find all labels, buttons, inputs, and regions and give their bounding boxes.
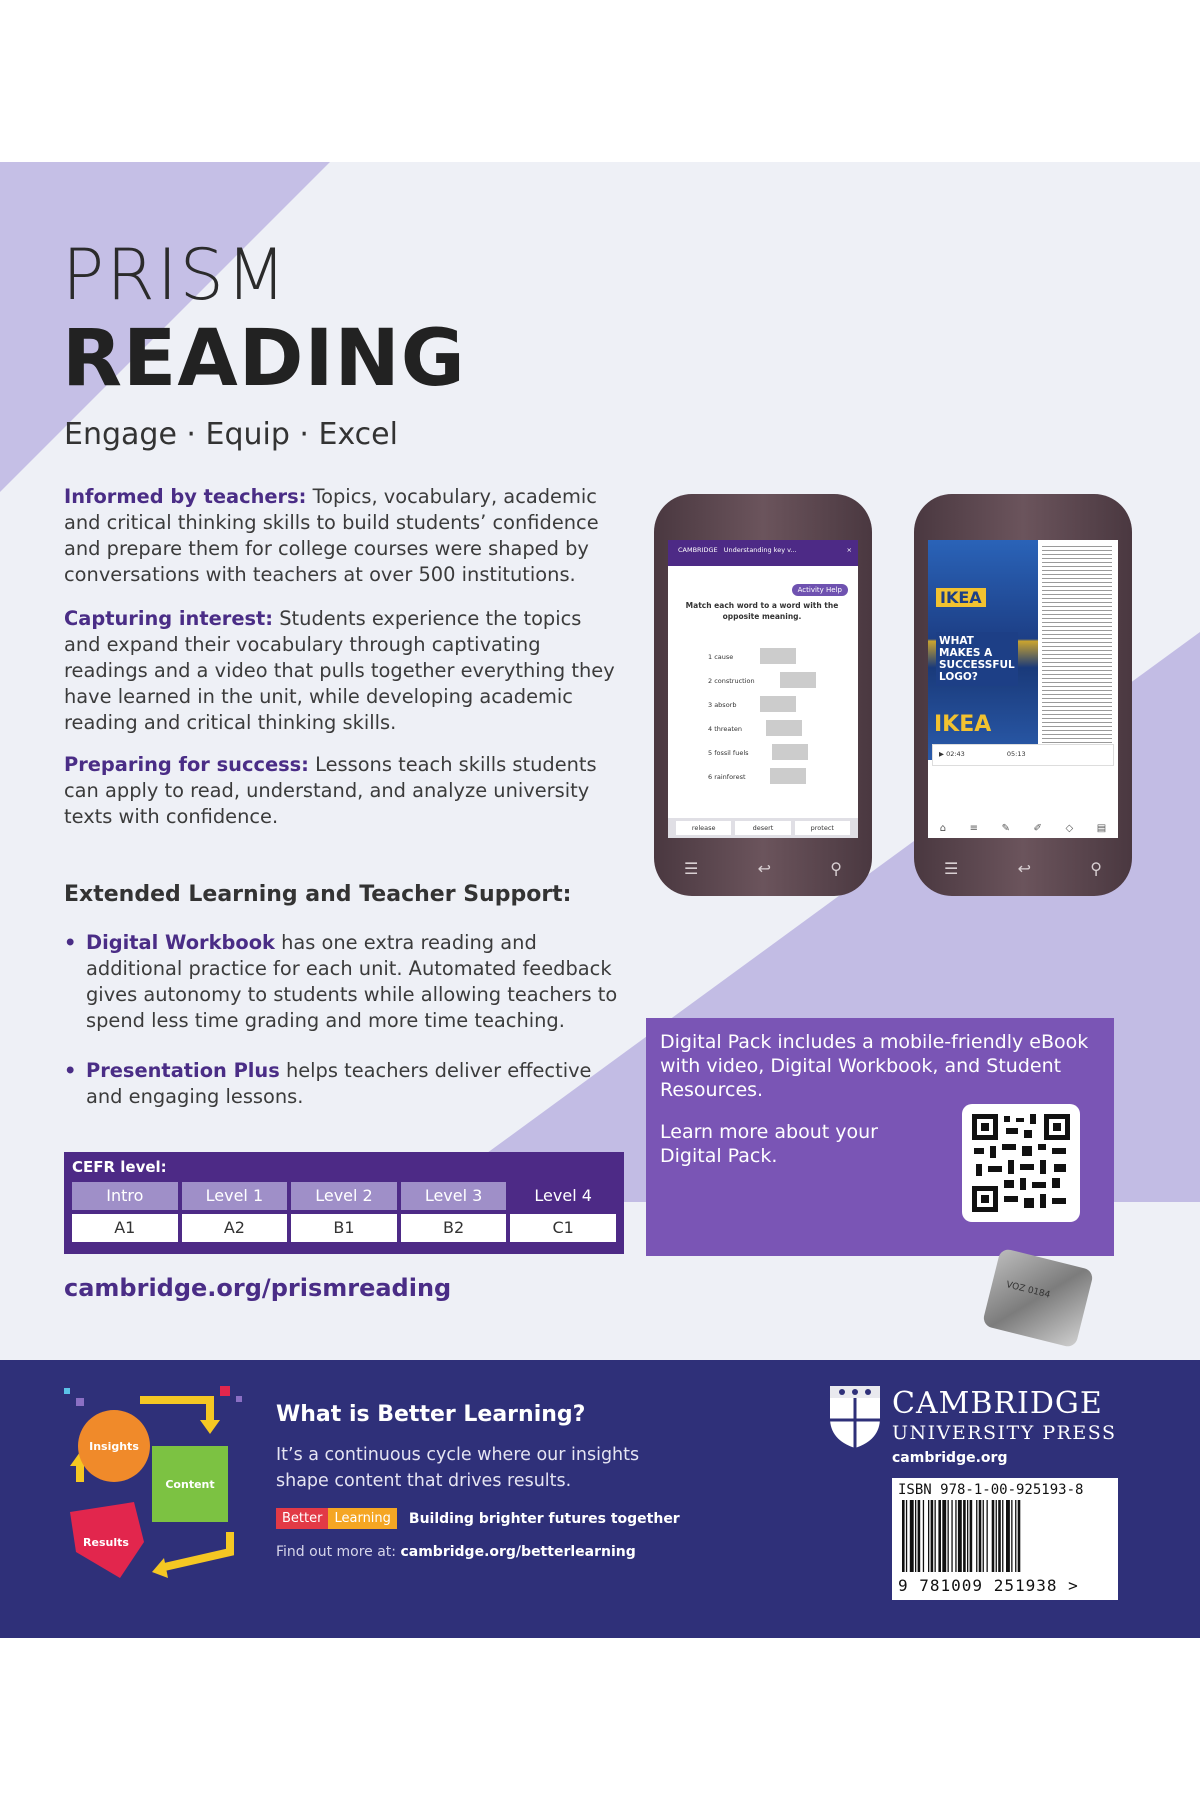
cefr-code: B1 [291, 1214, 397, 1242]
answer-slot[interactable] [760, 648, 796, 664]
ikea-sign: IKEA [936, 588, 986, 607]
match-item: 6 rainforest [708, 773, 746, 781]
find-out-more [276, 1544, 636, 1560]
cefr-level: Level 3 [401, 1182, 507, 1210]
website-link[interactable]: cambridge.org/prismreading [64, 1274, 452, 1302]
barcode-icon [898, 1500, 1110, 1572]
notes-icon[interactable]: ▤ [1096, 823, 1107, 834]
cefr-level: Level 1 [182, 1182, 288, 1210]
pack-learn-more: Learn more about your Digital Pack. [660, 1121, 878, 1167]
better-learning-description: It’s a continuous cycle where our insights shape content that drives results. [276, 1445, 640, 1491]
phone-screen [928, 540, 1118, 838]
match-item: 4 threaten [708, 725, 743, 733]
badge-learning: Learning [328, 1508, 396, 1529]
pack-description: Digital Pack includes a mobile-friendly eBook with video, Digital Workbook, and Student Resources. [660, 1031, 1089, 1101]
ebook-toolbar [928, 823, 1118, 834]
option-chip[interactable]: release [676, 821, 731, 835]
isbn-barcode [892, 1478, 1118, 1600]
cefr-code: A2 [182, 1214, 288, 1242]
better-learning-brand [276, 1508, 680, 1529]
activity-help-button[interactable]: Activity Help [792, 584, 848, 596]
bullet-icon: • [64, 1059, 77, 1082]
option-chip[interactable]: desert [735, 821, 790, 835]
intro-text: Topics, vocabulary, academic and critical thinking skills to build students’ confidence and prepare them for college courses were shaped by conversations with teachers at over 500 institutions. [64, 485, 599, 586]
option-chip[interactable]: protect [795, 821, 850, 835]
intro-lead: Preparing for success: [64, 753, 309, 776]
answer-slot[interactable] [770, 768, 806, 784]
cefr-table [64, 1152, 624, 1254]
pen-icon[interactable]: ✎ [1001, 823, 1010, 834]
badge-better: Better [276, 1508, 328, 1529]
search-icon: ⚲ [830, 859, 842, 878]
cycle-results: Results [83, 1536, 129, 1549]
isbn-label: ISBN 978-1-00-925193-8 [898, 1482, 1084, 1498]
support-lead: Digital Workbook [86, 931, 275, 954]
digital-pack-box [646, 1018, 1114, 1256]
cefr-code: C1 [510, 1214, 616, 1242]
support-text: helps teachers deliver effective and engaging lessons. [86, 1059, 592, 1108]
support-text: has one extra reading and additional practice for each unit. Automated feedback gives autonomy to students while allowing teachers to spend less time grading and more time teaching. [86, 931, 618, 1032]
option-bar [668, 818, 858, 838]
cefr-code: A1 [72, 1214, 178, 1242]
better-learning-question: What is Better Learning? [276, 1402, 586, 1427]
highlight-icon[interactable]: ✐ [1033, 823, 1042, 834]
phone-activity [654, 494, 872, 896]
audio-player[interactable] [932, 744, 1114, 766]
isbn-digits: 9 781009 251938 > [898, 1576, 1079, 1595]
answer-slot[interactable] [780, 672, 816, 688]
tagline: Engage · Equip · Excel [64, 417, 398, 452]
menu-icon: ☰ [944, 859, 959, 878]
intro-success [64, 752, 624, 830]
qr-code[interactable] [962, 1104, 1080, 1222]
back-icon: ↩ [1017, 859, 1032, 878]
phone-ebook [914, 494, 1132, 896]
match-item: 1 cause [708, 653, 734, 661]
intro-text: Lessons teach skills students can apply to read, understand, and analyze university texts with confidence. [64, 753, 597, 828]
cefr-level: Intro [72, 1182, 178, 1210]
cefr-level-active: Level 4 [510, 1182, 616, 1210]
cambridge-crest-icon [826, 1382, 884, 1450]
publisher-site[interactable]: cambridge.org [892, 1450, 1008, 1466]
current-time: 02:43 [946, 750, 965, 758]
search-icon: ⚲ [1090, 859, 1102, 878]
total-time: 05:13 [1006, 750, 1026, 758]
support-item [64, 1058, 624, 1110]
publisher-name: CAMBRIDGE [892, 1386, 1103, 1421]
answer-slot[interactable] [766, 720, 802, 736]
match-item: 5 fossil fuels [708, 749, 749, 757]
eraser-icon[interactable]: ◇ [1065, 823, 1074, 834]
more-prefix: Find out more at: [276, 1544, 401, 1560]
menu-icon: ☰ [684, 859, 699, 878]
support-item [64, 930, 624, 1034]
intro-text: Students experience the topics and expand their vocabulary through captivating readings and a video that pulls together everything they have learned in the unit, while developing academic reading and critical thinking skills. [64, 607, 615, 734]
play-icon[interactable]: ▶ [939, 750, 944, 758]
header-title: Understanding key v... [723, 546, 797, 554]
cefr-code: B2 [401, 1214, 507, 1242]
book-back-cover [0, 162, 1200, 1638]
cycle-content: Content [165, 1478, 215, 1491]
slogan: Building brighter futures together [408, 1510, 680, 1527]
intro-teachers [64, 484, 624, 588]
activity-instruction: Match each word to a word with the opposite meaning. [685, 601, 839, 621]
intro-interest [64, 606, 624, 736]
series-name: PRISM [62, 234, 289, 316]
bullet-icon: • [64, 931, 77, 954]
activity-header [668, 540, 858, 566]
sticker-code: VOZ 0184 [1005, 1280, 1052, 1301]
better-learning-link[interactable]: cambridge.org/betterlearning [400, 1544, 636, 1560]
chapter-title: WHAT MAKES A SUCCESSFUL LOGO? [936, 632, 1018, 686]
list-icon[interactable]: ≡ [969, 823, 979, 834]
back-icon: ↩ [757, 859, 772, 878]
cycle-insights: Insights [89, 1440, 139, 1453]
intro-lead: Informed by teachers: [64, 485, 307, 508]
qr-code-icon [972, 1114, 1070, 1212]
ikea-sign: IKEA [934, 712, 992, 737]
phone-buttons [944, 859, 1102, 878]
ebook-text-column [1042, 546, 1112, 746]
publisher-subname: UNIVERSITY PRESS [892, 1422, 1117, 1444]
match-item: 3 absorb [708, 701, 737, 709]
home-icon[interactable]: ⌂ [939, 823, 947, 834]
book-title: READING [62, 314, 466, 404]
support-heading: Extended Learning and Teacher Support: [64, 882, 572, 907]
header-brand: CAMBRIDGE [678, 546, 718, 554]
cefr-label: CEFR level: [72, 1158, 167, 1176]
answer-slot[interactable] [772, 744, 808, 760]
match-item: 2 construction [708, 677, 755, 685]
cefr-level: Level 2 [291, 1182, 397, 1210]
close-icon[interactable]: × [846, 546, 852, 554]
better-learning-cycle [60, 1382, 260, 1582]
better-learning-band [0, 1360, 1200, 1638]
phone-buttons [684, 859, 842, 878]
support-lead: Presentation Plus [86, 1059, 280, 1082]
phone-screen [668, 540, 858, 838]
answer-slot[interactable] [760, 696, 796, 712]
intro-lead: Capturing interest: [64, 607, 274, 630]
